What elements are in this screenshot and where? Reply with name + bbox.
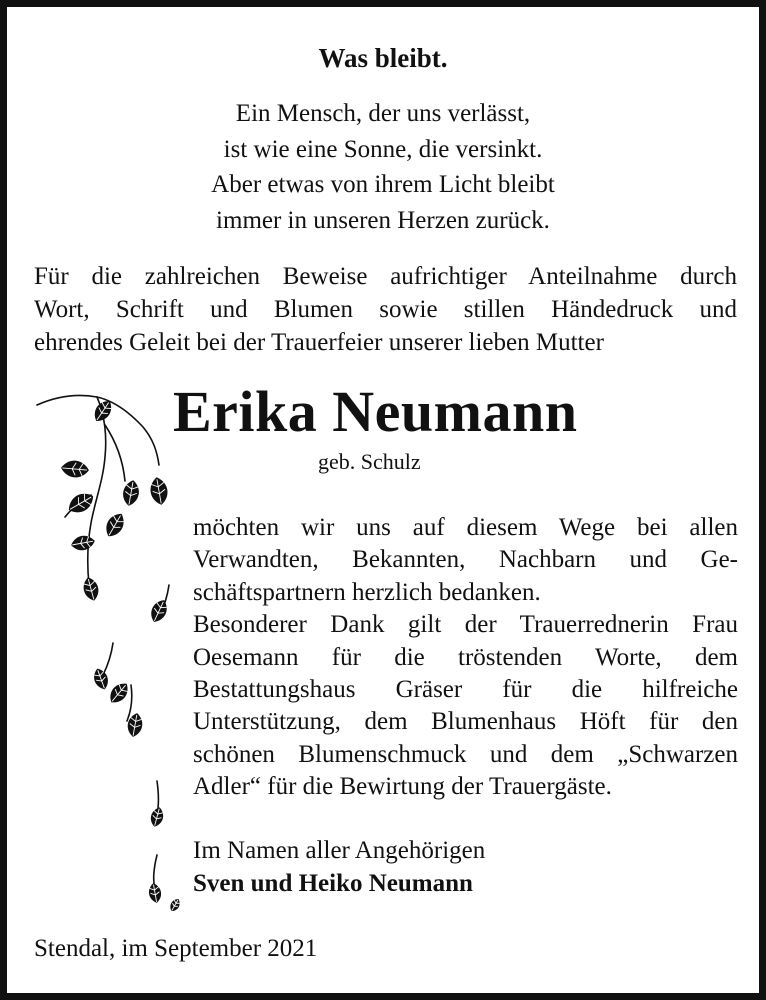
thanks-line: Verwandten, Bekannten, Nachbarn und Ge- (193, 546, 738, 574)
poem-line: Aber etwas von ihrem Licht bleibt (211, 171, 555, 198)
thanks-line: Oesemann für die tröstenden Worte, dem (193, 643, 738, 671)
intro-line: Wort, Schrift und Blumen sowie stillen Händedruck und (34, 296, 737, 323)
birch-branch-icon (35, 385, 185, 915)
thanks-line: möchten wir uns auf diesem Wege bei allen (193, 514, 738, 541)
thanks-line: Adler“ für die Bewirtung der Trauergäste. (193, 773, 612, 801)
signers: Sven und Heiko Neumann (193, 870, 473, 897)
closing-block (193, 834, 485, 900)
thanks-paragraph (193, 512, 738, 804)
thanks-line: Bestattungshaus Gräser für die hilfreiche (193, 676, 738, 704)
intro-line: ehrendes Geleit bei der Trauerfeier unserer lieben Mutter (34, 329, 604, 356)
thanks-line: Besonderer Dank gilt der Trauerrednerin Frau (193, 611, 738, 639)
poem-line: Ein Mensch, der uns verlässt, (235, 100, 531, 127)
closing-line: Im Namen aller Angehörigen (193, 837, 486, 864)
thanks-line: schönen Blumenschmuck und dem „Schwarzen (193, 740, 738, 768)
deceased-name: Erika Neumann (173, 379, 578, 444)
poem-line: immer in unseren Herzen zurück. (216, 206, 550, 234)
notice-heading: Was bleibt. (318, 43, 448, 73)
poem (7, 96, 759, 238)
poem-line: ist wie eine Sonne, die versinkt. (223, 135, 543, 163)
maiden-name: geb. Schulz (318, 449, 421, 474)
thanks-line: Unterstützung, dem Blumenhaus Höft für den (193, 708, 738, 736)
intro-paragraph (34, 260, 737, 359)
thanks-line: schäftspartnern herzlich bedanken. (193, 578, 541, 606)
intro-line: Für die zahlreichen Beweise aufrichtiger Anteilnahme durch (34, 263, 737, 290)
place-and-date: Stendal, im September 2021 (34, 935, 318, 962)
